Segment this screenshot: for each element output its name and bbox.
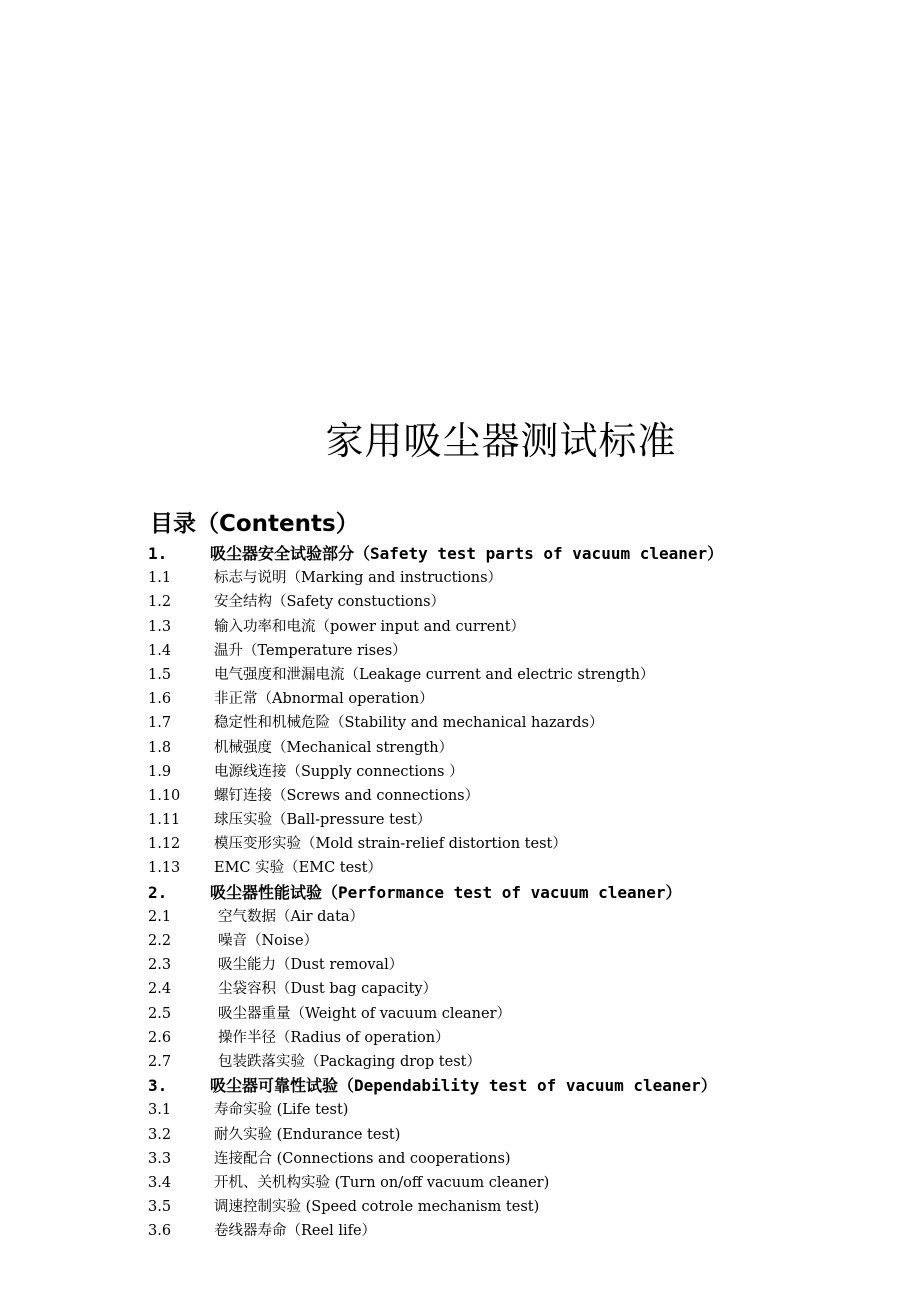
toc-item-number: 1.12 <box>148 836 181 853</box>
toc-item-label: 空气数据（Air data） <box>218 908 365 925</box>
toc-item <box>148 832 888 856</box>
toc-item-number: 1.7 <box>148 715 172 732</box>
toc-item-label: 开机、关机构实验 (Turn on/off vacuum cleaner) <box>214 1174 550 1191</box>
toc-item-number: 3.6 <box>148 1223 172 1240</box>
toc-item <box>148 615 888 639</box>
toc-item <box>148 1123 888 1147</box>
toc-item <box>148 808 888 832</box>
toc-item-label: 连接配合 (Connections and cooperations) <box>214 1150 511 1167</box>
toc-item-label: 标志与说明（Marking and instructions） <box>214 570 503 587</box>
toc-item-number: 3.3 <box>148 1150 172 1167</box>
toc-item-label: 包装跌落实验（Packaging drop test） <box>218 1053 481 1070</box>
toc-item <box>148 1050 888 1074</box>
toc-item-number: 3.4 <box>148 1174 172 1191</box>
toc-item <box>148 663 888 687</box>
toc-item-number: 2.2 <box>148 933 172 949</box>
toc-item <box>148 760 888 784</box>
toc-item-number: 3.2 <box>148 1126 172 1143</box>
toc-item <box>148 1195 888 1219</box>
toc-item-number: 2.5 <box>148 1005 172 1022</box>
toc-item-label: 吸尘器重量（Weight of vacuum cleaner） <box>218 1005 512 1022</box>
toc-section-3 <box>148 1074 888 1098</box>
toc-item-label: 卷线器寿命（Reel life） <box>214 1223 377 1240</box>
toc-section-label: 吸尘器安全试验部分（Safety test parts of vacuum cleaner） <box>210 544 724 563</box>
toc-item <box>148 977 888 1001</box>
toc-item-label: 模压变形实验（Mold strain-relief distortion test） <box>214 836 567 853</box>
toc-item-number: 1.4 <box>148 642 172 659</box>
toc-item-number: 2.6 <box>148 1029 172 1046</box>
toc-item-number: 3.1 <box>148 1102 172 1119</box>
toc-item-number: 1.2 <box>148 594 172 611</box>
toc-item-number: 3.5 <box>148 1199 172 1216</box>
toc-item-number: 1.8 <box>148 739 172 756</box>
toc-item <box>148 1026 888 1050</box>
toc-item-number: 1.11 <box>148 812 181 829</box>
toc-item-number: 2.3 <box>148 957 172 974</box>
toc-section-1 <box>148 542 888 566</box>
toc-item <box>148 1147 888 1171</box>
toc-item-number: 1.5 <box>148 666 172 683</box>
toc-section-label: 吸尘器性能试验（Performance test of vacuum cleaner） <box>210 882 682 902</box>
table-of-contents <box>148 542 888 1243</box>
toc-item <box>148 736 888 760</box>
toc-item-label: EMC 实验（EMC test） <box>214 860 382 877</box>
toc-section-number: 3. <box>148 1076 168 1096</box>
toc-item-number: 1.1 <box>148 570 172 587</box>
toc-item-number: 2.4 <box>148 981 172 998</box>
document-title: 家用吸尘器测试标准 <box>325 419 677 463</box>
toc-item-label: 寿命实验 (Life test) <box>214 1102 349 1119</box>
toc-item-label: 机械强度（Mechanical strength） <box>214 739 454 756</box>
toc-item-label: 吸尘能力（Dust removal） <box>218 957 404 974</box>
toc-section-number: 1. <box>148 544 168 563</box>
toc-item-number: 2.1 <box>148 908 172 925</box>
toc-item <box>148 711 888 735</box>
toc-item-label: 温升（Temperature rises） <box>214 642 407 659</box>
contents-heading: 目录（Contents） <box>150 511 359 537</box>
toc-item-number: 1.9 <box>148 763 172 780</box>
toc-item-label: 耐久实验 (Endurance test) <box>214 1126 401 1143</box>
toc-item-number: 1.13 <box>148 860 181 877</box>
toc-item-label: 电源线连接（Supply connections ） <box>214 763 464 780</box>
toc-item-label: 安全结构（Safety constuctions） <box>214 594 446 611</box>
toc-item <box>148 1098 888 1122</box>
toc-section-number: 2. <box>148 882 168 902</box>
toc-item-label: 非正常（Abnormal operation） <box>214 691 434 708</box>
toc-item-label: 电气强度和泄漏电流（Leakage current and electric strength） <box>214 666 655 683</box>
toc-item <box>148 566 888 590</box>
toc-item <box>148 590 888 614</box>
toc-item <box>148 1171 888 1195</box>
toc-section-label: 吸尘器可靠性试验（Dependability test of vacuum cleaner） <box>210 1076 717 1096</box>
toc-section-2 <box>148 881 888 905</box>
toc-item-label: 球压实验（Ball-pressure test） <box>214 812 432 829</box>
toc-item-number: 1.3 <box>148 618 172 635</box>
toc-item-label: 稳定性和机械危险（Stability and mechanical hazards） <box>214 715 604 732</box>
toc-item <box>148 905 888 929</box>
toc-item-label: 尘袋容积（Dust bag capacity） <box>218 981 438 998</box>
toc-item <box>148 639 888 663</box>
toc-item-label: 螺钉连接（Screws and connections） <box>214 787 480 804</box>
toc-item-label: 噪音（Noise） <box>218 933 319 949</box>
toc-item-number: 1.6 <box>148 691 172 708</box>
toc-item-label: 调速控制实验 (Speed cotrole mechanism test) <box>214 1199 540 1216</box>
toc-item <box>148 1219 888 1243</box>
toc-item-number: 2.7 <box>148 1053 172 1070</box>
toc-item <box>148 953 888 977</box>
toc-item-number: 1.10 <box>148 787 181 804</box>
toc-item <box>148 1002 888 1026</box>
toc-item <box>148 929 888 953</box>
toc-item-label: 输入功率和电流（power input and current） <box>214 618 526 635</box>
toc-item-label: 操作半径（Radius of operation） <box>218 1029 450 1046</box>
toc-item <box>148 687 888 711</box>
toc-item <box>148 784 888 808</box>
toc-item <box>148 856 888 880</box>
